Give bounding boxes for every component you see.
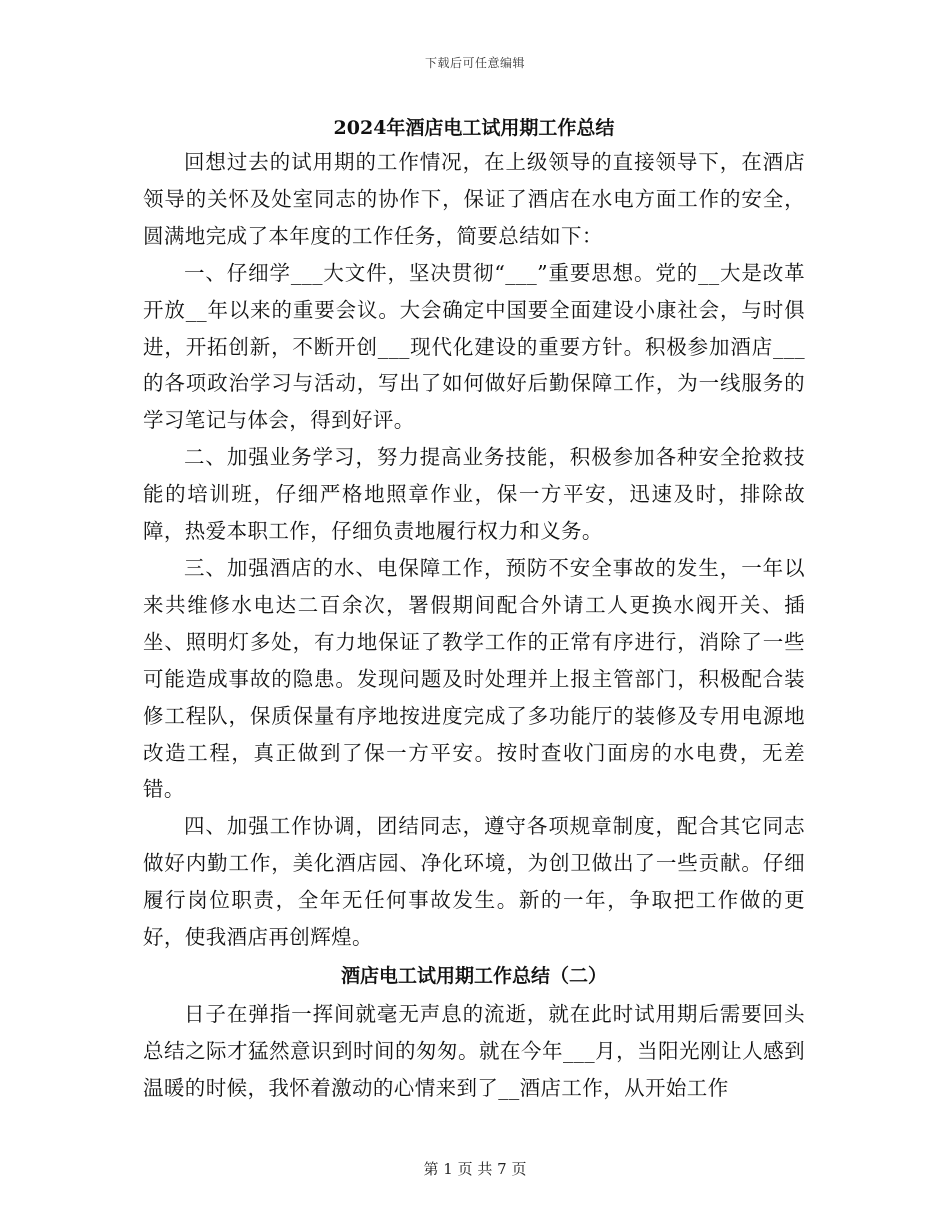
paragraph-section-1: 一、仔细学___大文件，坚决贯彻“___”重要思想。党的__大是改革开放__年以来的重要会议。大会确定中国要全面建设小康社会，与时俱进，开拓创新，不断开创___现代化建设的重要方针。积极参加酒店___的各项政治学习与活动，写出了如何做好后勤保障工作，为一线服务的学习笔记与体会，得到好评。 [143, 260, 805, 433]
header-note: 下载后可任意编辑 [424, 56, 525, 70]
document-body [143, 112, 805, 1107]
paragraph-intro: 回想过去的试用期的工作情况，在上级领导的直接领导下，在酒店领导的关怀及处室同志的协作下，保证了酒店在水电方面工作的安全，圆满地完成了本年度的工作任务，简要总结如下： [143, 150, 805, 248]
paragraph-part2-intro: 日子在弹指一挥间就毫无声息的流逝，就在此时试用期后需要回头总结之际才猛然意识到时间的匆匆。就在今年___月，当阳光刚让人感到温暖的时候，我怀着激动的心情来到了__酒店工作，从开始工作 [143, 1001, 805, 1100]
section-subtitle: 酒店电工试用期工作总结（二） [340, 964, 607, 987]
paragraph-section-2: 二、加强业务学习，努力提高业务技能，积极参加各种安全抢救技能的培训班，仔细严格地照章作业，保一方平安，迅速及时，排除故障，热爱本职工作，仔细负责地履行权力和义务。 [143, 445, 805, 544]
document-title: 2024年酒店电工试用期工作总结 [333, 117, 615, 139]
paragraph-section-4: 四、加强工作协调，团结同志，遵守各项规章制度，配合其它同志做好内勤工作，美化酒店园、净化环境，为创卫做出了一些贡献。仔细履行岗位职责，全年无任何事故发生。新的一年，争取把工作做的更好，使我酒店再创辉煌。 [143, 814, 805, 950]
page-number: 第 1 页 共 7 页 [423, 1160, 527, 1178]
paragraph-section-3: 三、加强酒店的水、电保障工作，预防不安全事故的发生，一年以来共维修水电达二百余次，署假期间配合外请工人更换水阀开关、插坐、照明灯多处，有力地保证了教学工作的正常有序进行，消除了一些可能造成事故的隐患。发现问题及时处理并上报主管部门，积极配合装修工程队，保质保量有序地按进度完成了多功能厅的装修及专用电源地改造工程，真正做到了保一方平安。按时查收门面房的水电费，无差错。 [143, 555, 805, 802]
